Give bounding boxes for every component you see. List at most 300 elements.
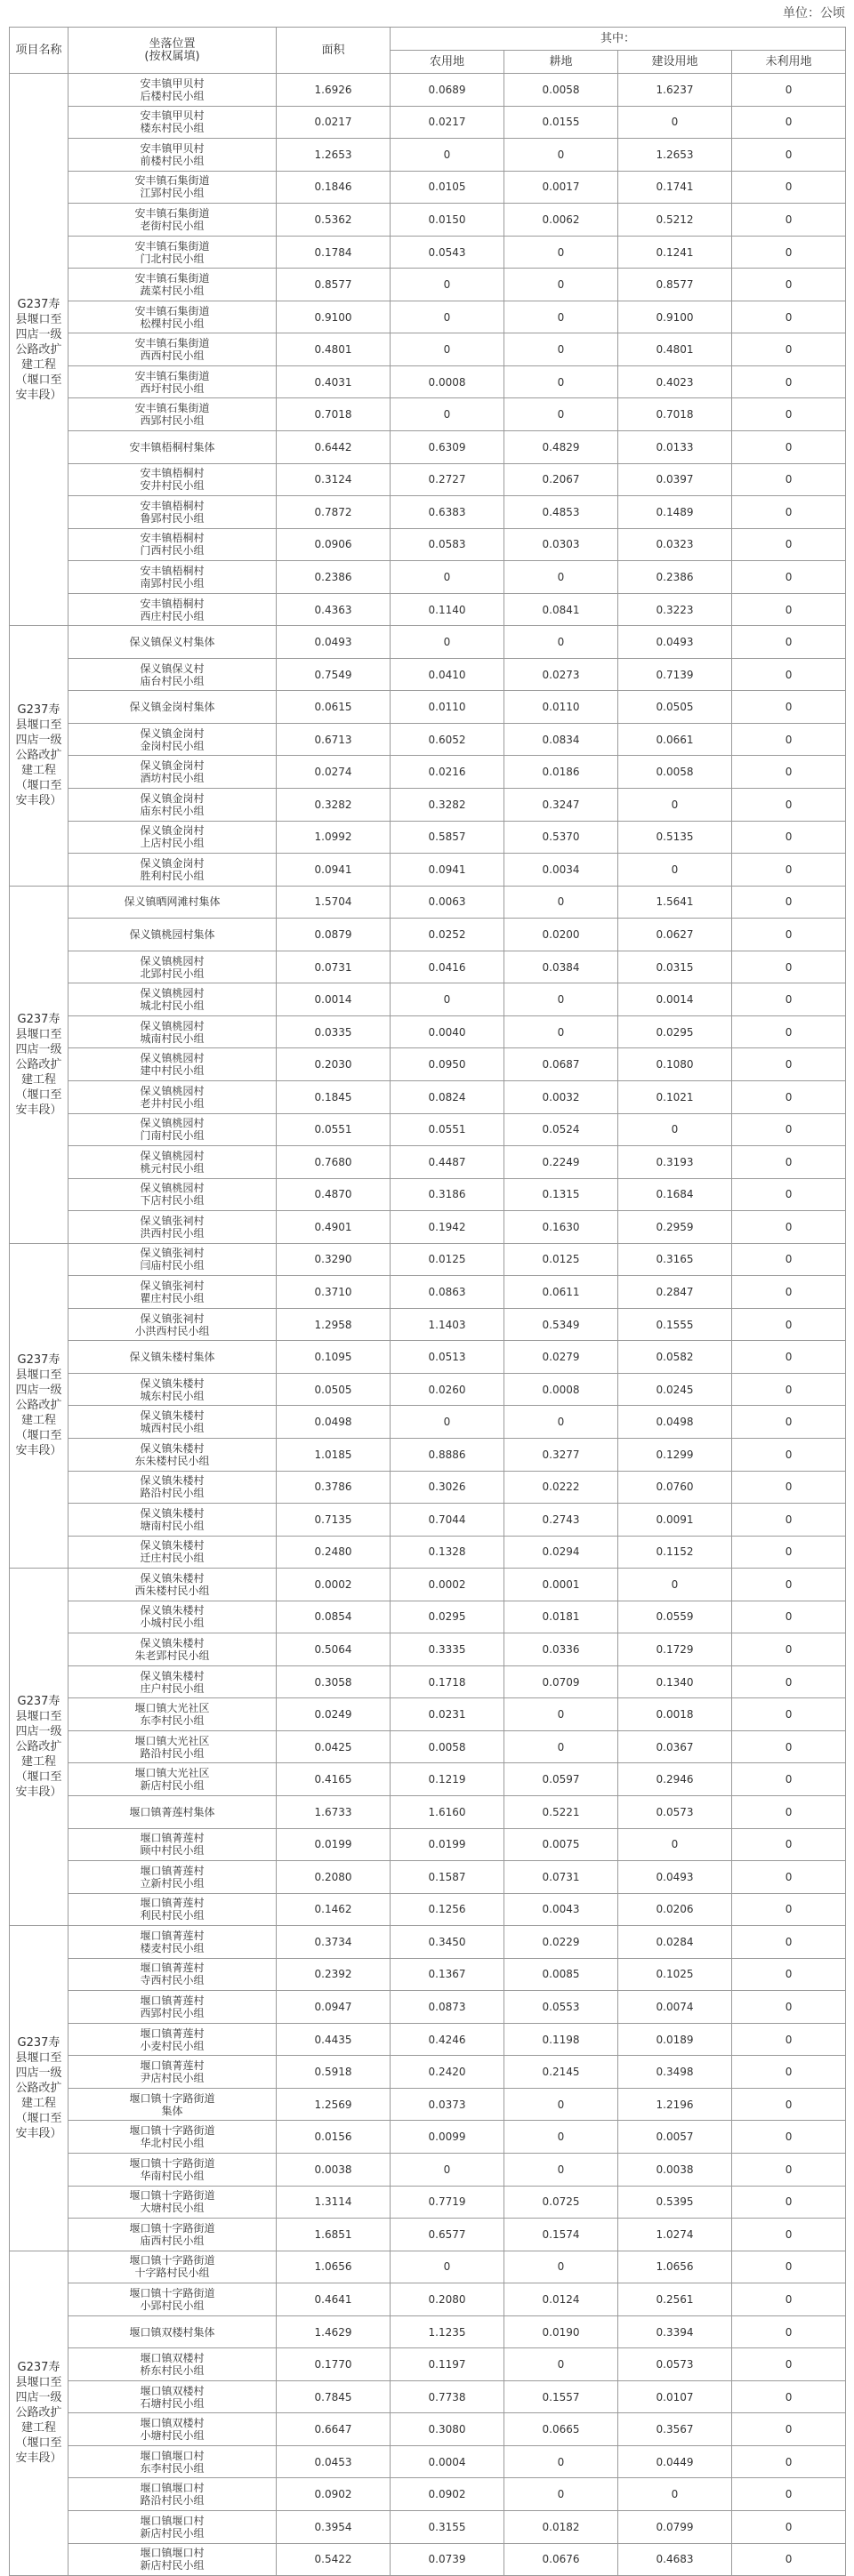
location-unit: 安丰镇梧桐村 xyxy=(140,499,205,512)
area-cell: 0.4870 xyxy=(277,1178,391,1211)
location-cell xyxy=(68,2186,277,2219)
location-group: 塘南村民小组 xyxy=(140,1519,205,1532)
location-group: 华南村民小组 xyxy=(140,2169,205,2182)
construction-cell: 0.4801 xyxy=(618,333,732,366)
area-cell: 0.1845 xyxy=(277,1080,391,1113)
location-unit: 安丰镇梧桐村集体 xyxy=(129,440,215,453)
farmland-cell: 0.0873 xyxy=(391,1991,504,2024)
area-cell: 0.6713 xyxy=(277,723,391,756)
construction-cell: 0 xyxy=(618,106,732,139)
farmland-cell: 0.4246 xyxy=(391,2023,504,2056)
farmland-cell: 0.0416 xyxy=(391,951,504,983)
cultivated-cell: 0.0190 xyxy=(504,2315,618,2348)
table-row xyxy=(10,2445,846,2478)
cultivated-cell: 0 xyxy=(504,2445,618,2478)
construction-cell: 0.2847 xyxy=(618,1276,732,1309)
table-row xyxy=(10,1243,846,1276)
farmland-cell: 0.4487 xyxy=(391,1146,504,1179)
farmland-cell: 0.3282 xyxy=(391,789,504,822)
area-cell: 0.3954 xyxy=(277,2511,391,2544)
location-cell xyxy=(68,1730,277,1763)
construction-cell: 0 xyxy=(618,2478,732,2511)
area-cell: 0.0217 xyxy=(277,106,391,139)
unused-cell: 0 xyxy=(732,2088,846,2121)
location-cell xyxy=(68,2413,277,2446)
table-row xyxy=(10,301,846,333)
table-row xyxy=(10,593,846,626)
location-cell xyxy=(68,658,277,691)
location-group: 寺西村民小组 xyxy=(140,1974,205,1987)
location-unit: 保义镇保义村 xyxy=(140,662,205,675)
location-unit: 保义镇晒网滩村集体 xyxy=(124,895,221,909)
location-cell xyxy=(68,1893,277,1926)
cultivated-cell: 0.0110 xyxy=(504,691,618,724)
area-cell: 0.1462 xyxy=(277,1893,391,1926)
unused-cell: 0 xyxy=(732,1861,846,1894)
table-row xyxy=(10,1308,846,1341)
farmland-cell: 0.0824 xyxy=(391,1080,504,1113)
unused-cell: 0 xyxy=(732,333,846,366)
area-cell: 0.0941 xyxy=(277,854,391,887)
unused-cell: 0 xyxy=(732,2056,846,2089)
farmland-cell: 0.0295 xyxy=(391,1601,504,1633)
area-cell: 0.3710 xyxy=(277,1276,391,1309)
area-cell: 0.0453 xyxy=(277,2445,391,2478)
unused-cell: 0 xyxy=(732,236,846,269)
area-cell: 0.0493 xyxy=(277,626,391,659)
farmland-cell: 0.7044 xyxy=(391,1504,504,1537)
farmland-cell: 1.1403 xyxy=(391,1308,504,1341)
cultivated-cell: 0 xyxy=(504,1730,618,1763)
farmland-cell: 0.2080 xyxy=(391,2283,504,2316)
area-cell: 1.6733 xyxy=(277,1795,391,1828)
farmland-cell: 1.1235 xyxy=(391,2315,504,2348)
area-cell: 1.0185 xyxy=(277,1438,391,1471)
location-unit: 安丰镇梧桐村 xyxy=(140,597,205,610)
unused-cell: 0 xyxy=(732,1373,846,1406)
location-unit: 保义镇金岗村集体 xyxy=(129,701,215,714)
location-unit: 保义镇保义村集体 xyxy=(129,636,215,649)
location-cell xyxy=(68,1698,277,1731)
cultivated-cell: 0 xyxy=(504,236,618,269)
location-cell xyxy=(68,1991,277,2024)
table-row xyxy=(10,496,846,529)
unused-cell: 0 xyxy=(732,365,846,398)
construction-cell: 1.0656 xyxy=(618,2251,732,2283)
unused-cell: 0 xyxy=(732,74,846,107)
unused-cell: 0 xyxy=(732,398,846,431)
table-row xyxy=(10,333,846,366)
location-group: 顾中村民小组 xyxy=(140,1844,205,1858)
construction-cell: 0.0206 xyxy=(618,1893,732,1926)
cultivated-cell: 0 xyxy=(504,2154,618,2187)
location-group: 利民村民小组 xyxy=(140,1909,205,1922)
unused-cell: 0 xyxy=(732,1504,846,1537)
location-cell xyxy=(68,2543,277,2576)
area-cell: 0.0002 xyxy=(277,1569,391,1601)
cultivated-cell: 0.0725 xyxy=(504,2186,618,2219)
farmland-cell: 0.3080 xyxy=(391,2413,504,2446)
cultivated-cell: 0.0279 xyxy=(504,1341,618,1374)
area-cell: 1.6926 xyxy=(277,74,391,107)
location-cell xyxy=(68,983,277,1016)
location-group: 庄户村民小组 xyxy=(140,1681,205,1695)
location-cell xyxy=(68,2251,277,2283)
table-row xyxy=(10,951,846,983)
construction-cell: 0.1025 xyxy=(618,1958,732,1991)
construction-cell: 0.0245 xyxy=(618,1373,732,1406)
location-cell xyxy=(68,2315,277,2348)
unused-cell: 0 xyxy=(732,983,846,1016)
location-cell xyxy=(68,1243,277,1276)
table-row xyxy=(10,1178,846,1211)
unused-cell: 0 xyxy=(732,1795,846,1828)
location-unit: 保义镇桃园村 xyxy=(140,987,205,1000)
unused-cell: 0 xyxy=(732,431,846,464)
cultivated-cell: 0.0001 xyxy=(504,1569,618,1601)
farmland-cell: 0.3186 xyxy=(391,1178,504,1211)
area-cell: 0.4165 xyxy=(277,1763,391,1796)
project-name-cell: G237寿县堰口至四店一级公路改扩建工程（堰口至安丰段） xyxy=(10,1926,68,2251)
location-cell xyxy=(68,1406,277,1439)
location-unit: 安丰镇梧桐村 xyxy=(140,532,205,545)
table-row xyxy=(10,204,846,237)
area-cell: 0.6647 xyxy=(277,2413,391,2446)
construction-cell: 0.0573 xyxy=(618,1795,732,1828)
cultivated-cell: 0.0709 xyxy=(504,1665,618,1698)
area-cell: 1.2653 xyxy=(277,139,391,172)
construction-cell: 0.1340 xyxy=(618,1665,732,1698)
construction-cell: 0.0189 xyxy=(618,2023,732,2056)
unused-cell: 0 xyxy=(732,2413,846,2446)
table-row xyxy=(10,756,846,789)
area-cell: 1.6851 xyxy=(277,2219,391,2251)
table-row xyxy=(10,854,846,887)
location-group: 老街村民小组 xyxy=(140,219,205,232)
location-cell xyxy=(68,106,277,139)
location-group: 松棵村民小组 xyxy=(140,317,205,330)
construction-cell: 0.0498 xyxy=(618,1406,732,1439)
location-unit: 保义镇桃园村 xyxy=(140,1117,205,1130)
construction-cell: 0.0627 xyxy=(618,919,732,951)
area-cell: 0.2386 xyxy=(277,561,391,594)
unused-cell: 0 xyxy=(732,463,846,496)
location-unit: 保义镇金岗村 xyxy=(140,759,205,773)
construction-cell: 0.7139 xyxy=(618,658,732,691)
construction-cell: 0 xyxy=(618,1828,732,1861)
area-cell: 0.0199 xyxy=(277,1828,391,1861)
farmland-cell: 0.1718 xyxy=(391,1665,504,1698)
location-cell xyxy=(68,2445,277,2478)
area-cell: 0.0249 xyxy=(277,1698,391,1731)
location-group: 新店村民小组 xyxy=(140,2526,205,2540)
location-group: 建中村民小组 xyxy=(140,1064,205,1078)
location-cell xyxy=(68,1178,277,1211)
location-cell xyxy=(68,561,277,594)
header-location-title: 坐落位置 xyxy=(149,36,196,51)
unused-cell: 0 xyxy=(732,2154,846,2187)
farmland-cell: 0.0199 xyxy=(391,1828,504,1861)
location-unit: 安丰镇甲贝村 xyxy=(140,141,205,155)
unused-cell: 0 xyxy=(732,1893,846,1926)
farmland-cell: 0.0040 xyxy=(391,1015,504,1048)
unused-cell: 0 xyxy=(732,1471,846,1504)
unused-cell: 0 xyxy=(732,561,846,594)
cultivated-cell: 0.0303 xyxy=(504,528,618,561)
construction-cell: 0 xyxy=(618,1569,732,1601)
header-unused: 未利用地 xyxy=(732,51,846,74)
area-cell: 0.0014 xyxy=(277,983,391,1016)
location-cell xyxy=(68,1665,277,1698)
area-cell: 1.4629 xyxy=(277,2315,391,2348)
table-row xyxy=(10,691,846,724)
area-cell: 0.0879 xyxy=(277,919,391,951)
location-unit: 堰口镇十字路街道 xyxy=(129,2286,215,2299)
unused-cell: 0 xyxy=(732,1178,846,1211)
location-group: 华北村民小组 xyxy=(140,2137,205,2150)
unused-cell: 0 xyxy=(732,1243,846,1276)
table-row xyxy=(10,723,846,756)
location-cell xyxy=(68,431,277,464)
location-cell xyxy=(68,301,277,333)
area-cell: 0.9100 xyxy=(277,301,391,333)
table-row xyxy=(10,2023,846,2056)
construction-cell: 1.6237 xyxy=(618,74,732,107)
location-cell xyxy=(68,2088,277,2121)
farmland-cell: 0.6383 xyxy=(391,496,504,529)
location-unit: 保义镇张祠村 xyxy=(140,1280,205,1292)
construction-cell: 0.0107 xyxy=(618,2380,732,2413)
location-cell xyxy=(68,1569,277,1601)
location-unit: 堰口镇菁莲村 xyxy=(140,1994,205,2008)
table-row xyxy=(10,1146,846,1179)
table-row xyxy=(10,1048,846,1081)
location-unit: 保义镇朱楼村集体 xyxy=(129,1351,215,1364)
unused-cell: 0 xyxy=(732,1015,846,1048)
location-cell xyxy=(68,2511,277,2544)
farmland-cell: 0.1328 xyxy=(391,1536,504,1569)
table-row xyxy=(10,2283,846,2316)
cultivated-cell: 0.0336 xyxy=(504,1633,618,1666)
table-row xyxy=(10,2380,846,2413)
area-cell: 0.5422 xyxy=(277,2543,391,2576)
cultivated-cell: 0.0034 xyxy=(504,854,618,887)
unused-cell: 0 xyxy=(732,2478,846,2511)
area-cell: 0.7845 xyxy=(277,2380,391,2413)
location-cell xyxy=(68,821,277,854)
unused-cell: 0 xyxy=(732,951,846,983)
location-group: 庙西村民小组 xyxy=(140,2234,205,2247)
construction-cell: 0.0493 xyxy=(618,1861,732,1894)
farmland-cell: 0.1197 xyxy=(391,2348,504,2381)
farmland-cell: 0.0099 xyxy=(391,2121,504,2154)
location-unit: 保义镇金岗村 xyxy=(140,824,205,838)
unused-cell: 0 xyxy=(732,1730,846,1763)
farmland-cell: 0 xyxy=(391,398,504,431)
cultivated-cell: 0.1557 xyxy=(504,2380,618,2413)
cultivated-cell: 0.0017 xyxy=(504,171,618,204)
construction-cell: 0.0661 xyxy=(618,723,732,756)
area-cell: 0.7549 xyxy=(277,658,391,691)
cultivated-cell: 0.0611 xyxy=(504,1276,618,1309)
unused-cell: 0 xyxy=(732,1828,846,1861)
area-cell: 0.2480 xyxy=(277,1536,391,1569)
cultivated-cell: 0.0155 xyxy=(504,106,618,139)
table-row xyxy=(10,1080,846,1113)
cultivated-cell: 0.0124 xyxy=(504,2283,618,2316)
unused-cell: 0 xyxy=(732,1080,846,1113)
table-row xyxy=(10,2478,846,2511)
construction-cell: 0.0018 xyxy=(618,1698,732,1731)
location-group: 城北村民小组 xyxy=(140,999,205,1013)
construction-cell: 0.3223 xyxy=(618,593,732,626)
cultivated-cell: 0 xyxy=(504,139,618,172)
location-group: 小洪西村民小组 xyxy=(134,1324,210,1337)
table-row xyxy=(10,2088,846,2121)
area-cell: 1.3114 xyxy=(277,2186,391,2219)
location-unit: 安丰镇石集街道 xyxy=(134,174,210,188)
construction-cell: 0.0323 xyxy=(618,528,732,561)
farmland-cell: 0.1140 xyxy=(391,593,504,626)
location-unit: 保义镇朱楼村 xyxy=(140,1604,205,1617)
table-row xyxy=(10,1276,846,1309)
area-cell: 0.4031 xyxy=(277,365,391,398)
farmland-cell: 0 xyxy=(391,2251,504,2283)
header-project: 项目名称 xyxy=(10,28,68,74)
location-group: 十字路村民小组 xyxy=(134,2267,210,2280)
construction-cell: 0.3567 xyxy=(618,2413,732,2446)
unused-cell: 0 xyxy=(732,2186,846,2219)
location-cell xyxy=(68,1048,277,1081)
table-row xyxy=(10,2413,846,2446)
location-cell xyxy=(68,365,277,398)
unused-cell: 0 xyxy=(732,1438,846,1471)
location-cell xyxy=(68,1113,277,1146)
unused-cell: 0 xyxy=(732,919,846,951)
table-row xyxy=(10,365,846,398)
area-cell: 0.1846 xyxy=(277,171,391,204)
table-row xyxy=(10,658,846,691)
unused-cell: 0 xyxy=(732,2219,846,2251)
table-row xyxy=(10,1406,846,1439)
construction-cell: 0.0058 xyxy=(618,756,732,789)
table-row xyxy=(10,236,846,269)
unused-cell: 0 xyxy=(732,1276,846,1309)
location-unit: 保义镇桃园村 xyxy=(140,1019,205,1032)
cultivated-cell: 0.0731 xyxy=(504,1861,618,1894)
location-group: 北郢村民小组 xyxy=(140,967,205,980)
location-group: 门南村民小组 xyxy=(140,1129,205,1143)
location-group: 瞿庄村民小组 xyxy=(140,1292,205,1304)
farmland-cell: 0 xyxy=(391,1406,504,1439)
location-group: 西郢村民小组 xyxy=(140,2007,205,2020)
construction-cell: 0.1080 xyxy=(618,1048,732,1081)
area-cell: 0.2392 xyxy=(277,1958,391,1991)
cultivated-cell: 0.2067 xyxy=(504,463,618,496)
construction-cell: 0.3394 xyxy=(618,2315,732,2348)
location-cell xyxy=(68,236,277,269)
cultivated-cell: 0 xyxy=(504,2251,618,2283)
construction-cell: 0.9100 xyxy=(618,301,732,333)
table-row xyxy=(10,171,846,204)
cultivated-cell: 0 xyxy=(504,886,618,919)
unused-cell: 0 xyxy=(732,1991,846,2024)
table-row xyxy=(10,1991,846,2024)
unused-cell: 0 xyxy=(732,171,846,204)
construction-cell: 0.0074 xyxy=(618,1991,732,2024)
farmland-cell: 0.1367 xyxy=(391,1958,504,1991)
location-cell xyxy=(68,1958,277,1991)
cultivated-cell: 0.3277 xyxy=(504,1438,618,1471)
construction-cell: 0.1241 xyxy=(618,236,732,269)
location-group: 桥东村民小组 xyxy=(140,2364,205,2378)
construction-cell: 0.1152 xyxy=(618,1536,732,1569)
area-cell: 0.0498 xyxy=(277,1406,391,1439)
cultivated-cell: 0.2249 xyxy=(504,1146,618,1179)
table-row xyxy=(10,821,846,854)
location-unit: 堰口镇十字路街道 xyxy=(129,2124,215,2138)
cultivated-cell: 0.4853 xyxy=(504,496,618,529)
cultivated-cell: 0.1574 xyxy=(504,2219,618,2251)
location-cell xyxy=(68,919,277,951)
table-row xyxy=(10,1958,846,1991)
construction-cell: 0.5135 xyxy=(618,821,732,854)
farmland-cell: 0.6309 xyxy=(391,431,504,464)
table-row xyxy=(10,561,846,594)
location-group: 城东村民小组 xyxy=(140,1389,205,1402)
table-row xyxy=(10,2543,846,2576)
location-cell xyxy=(68,1536,277,1569)
land-area-table xyxy=(9,27,846,2576)
cultivated-cell: 0.2145 xyxy=(504,2056,618,2089)
farmland-cell: 0.7738 xyxy=(391,2380,504,2413)
location-cell xyxy=(68,1633,277,1666)
unused-cell: 0 xyxy=(732,1958,846,1991)
location-unit: 保义镇朱楼村 xyxy=(140,1441,205,1455)
area-cell: 0.7872 xyxy=(277,496,391,529)
area-cell: 0.4901 xyxy=(277,1211,391,1244)
location-group: 朱老郢村民小组 xyxy=(134,1649,210,1663)
construction-cell: 0 xyxy=(618,1113,732,1146)
farmland-cell: 0.0058 xyxy=(391,1730,504,1763)
unused-cell: 0 xyxy=(732,1926,846,1959)
header-location-sub: (按权属填) xyxy=(144,49,200,63)
cultivated-cell: 0 xyxy=(504,561,618,594)
unused-cell: 0 xyxy=(732,886,846,919)
construction-cell: 0.0057 xyxy=(618,2121,732,2154)
unused-cell: 0 xyxy=(732,528,846,561)
construction-cell: 0.0038 xyxy=(618,2154,732,2187)
location-cell xyxy=(68,723,277,756)
construction-cell: 1.2196 xyxy=(618,2088,732,2121)
location-unit: 堰口镇菁莲村 xyxy=(140,1897,205,1910)
farmland-cell: 0.0004 xyxy=(391,2445,504,2478)
location-cell xyxy=(68,1438,277,1471)
location-unit: 保义镇朱楼村 xyxy=(140,1539,205,1553)
cultivated-cell: 0.0181 xyxy=(504,1601,618,1633)
unused-cell: 0 xyxy=(732,1536,846,1569)
area-cell: 1.2958 xyxy=(277,1308,391,1341)
area-cell: 0.7018 xyxy=(277,398,391,431)
farmland-cell: 0 xyxy=(391,983,504,1016)
construction-cell: 0.0315 xyxy=(618,951,732,983)
location-group: 东李村民小组 xyxy=(140,1714,205,1728)
project-name-cell: G237寿县堰口至四店一级公路改扩建工程（堰口至安丰段） xyxy=(10,1569,68,1926)
area-cell: 0.3058 xyxy=(277,1665,391,1698)
construction-cell: 0.0014 xyxy=(618,983,732,1016)
area-cell: 0.6442 xyxy=(277,431,391,464)
cultivated-cell: 0.0676 xyxy=(504,2543,618,2576)
